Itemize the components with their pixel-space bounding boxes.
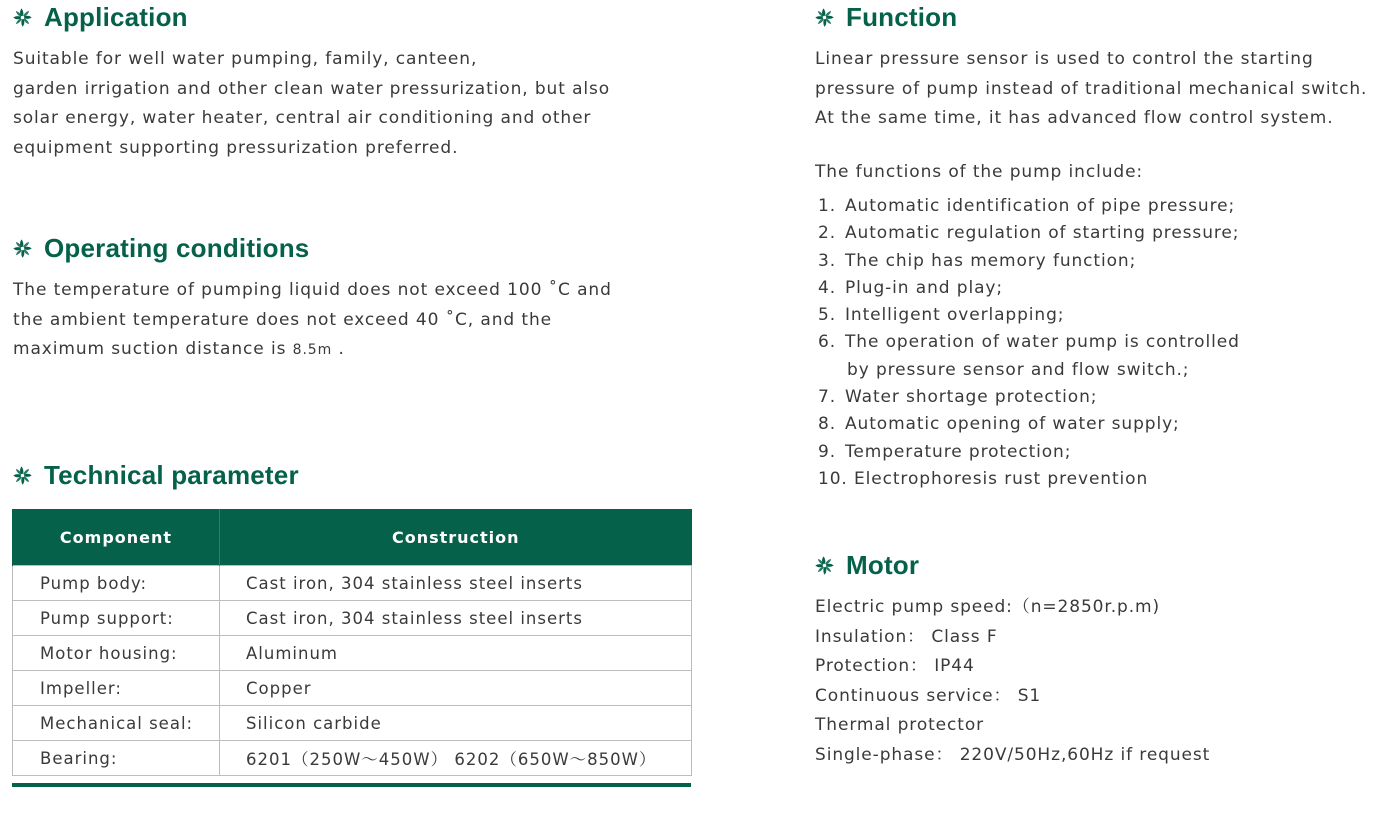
list-item-number: 2. bbox=[818, 223, 837, 244]
fan-leaf-icon bbox=[12, 7, 33, 28]
fan-leaf-icon bbox=[814, 7, 835, 28]
function-intro-line: pressure of pump instead of traditional mechanical switch. bbox=[815, 78, 1368, 99]
list-item bbox=[818, 220, 1240, 247]
cell-component: Bearing: bbox=[13, 741, 220, 776]
list-item-number: 7. bbox=[818, 387, 837, 408]
operating-line: The temperature of pumping liquid does not exceed 100 ˚C and bbox=[13, 280, 612, 300]
table-row bbox=[13, 566, 692, 601]
list-item-text: Automatic opening of water supply; bbox=[845, 414, 1180, 435]
cell-component: Mechanical seal: bbox=[13, 706, 220, 741]
operating-line3-end: . bbox=[332, 339, 345, 360]
list-item-text: Intelligent overlapping; bbox=[845, 305, 1065, 326]
function-intro bbox=[815, 45, 1367, 134]
list-item-number: 8. bbox=[818, 414, 837, 435]
list-item bbox=[818, 193, 1240, 220]
list-item bbox=[818, 329, 1240, 384]
motor-heading bbox=[814, 549, 919, 581]
list-item-number: 6. bbox=[818, 332, 837, 353]
list-item bbox=[818, 411, 1240, 438]
list-item bbox=[818, 302, 1240, 329]
operating-section bbox=[12, 232, 309, 264]
application-text bbox=[13, 45, 610, 163]
application-line: Suitable for well water pumping, family, canteen, bbox=[13, 49, 478, 69]
function-section bbox=[814, 1, 957, 33]
technical-parameter-table bbox=[12, 509, 692, 776]
list-item-number: 9. bbox=[818, 441, 837, 462]
application-line: garden irrigation and other clean water pressurization, but also bbox=[13, 78, 611, 99]
motor-spec-line: Electric pump speed:（n=2850r.p.m) bbox=[815, 597, 1161, 617]
cell-construction: 6201（250W～450W） 6202（650W～850W） bbox=[220, 741, 692, 776]
application-line: solar energy, water heater, central air conditioning and other bbox=[13, 108, 592, 129]
cell-construction: Aluminum bbox=[220, 636, 692, 671]
motor-title: Motor bbox=[846, 549, 920, 580]
list-item bbox=[818, 248, 1240, 275]
list-item-text: The operation of water pump is controlled bbox=[845, 332, 1240, 353]
function-title: Function bbox=[846, 1, 958, 32]
operating-line bbox=[13, 335, 612, 366]
list-item-number: 3. bbox=[818, 250, 837, 271]
operating-text bbox=[13, 276, 612, 366]
list-item bbox=[818, 384, 1240, 411]
fan-leaf-icon bbox=[814, 555, 835, 576]
cell-component: Impeller: bbox=[13, 671, 220, 706]
operating-title: Operating conditions bbox=[44, 232, 310, 263]
technical-title: Technical parameter bbox=[44, 459, 299, 490]
list-item-number: 4. bbox=[818, 277, 837, 298]
motor-specs bbox=[815, 593, 1210, 771]
header-construction: Construction bbox=[220, 509, 692, 566]
application-section bbox=[12, 1, 188, 33]
function-intro-line: Linear pressure sensor is used to control the starting bbox=[815, 49, 1314, 69]
cell-construction: Cast iron, 304 stainless steel inserts bbox=[220, 601, 692, 636]
cell-construction: Copper bbox=[220, 671, 692, 706]
cell-construction: Silicon carbide bbox=[220, 706, 692, 741]
list-item-text: Plug-in and play; bbox=[845, 277, 1003, 298]
suction-distance-value: 8.5m bbox=[292, 342, 333, 359]
application-line: equipment supporting pressurization preferred. bbox=[13, 137, 459, 158]
motor-spec-line: Insulation： Class F bbox=[815, 626, 998, 647]
application-heading bbox=[12, 1, 188, 33]
table-row bbox=[13, 671, 692, 706]
function-intro-line: At the same time, it has advanced flow control system. bbox=[815, 108, 1334, 129]
technical-section bbox=[12, 459, 299, 491]
list-item-text: Automatic regulation of starting pressure; bbox=[845, 223, 1240, 244]
list-item-number: 10. bbox=[818, 468, 848, 489]
cell-component: Motor housing: bbox=[13, 636, 220, 671]
list-item-text: Automatic identification of pipe pressure; bbox=[845, 196, 1236, 216]
list-item-text: Temperature protection; bbox=[845, 441, 1072, 462]
list-item-number: 5. bbox=[818, 305, 837, 326]
fan-leaf-icon bbox=[12, 238, 33, 259]
function-heading bbox=[814, 1, 957, 33]
function-list bbox=[818, 193, 1240, 493]
technical-heading bbox=[12, 459, 299, 491]
table-row bbox=[13, 601, 692, 636]
table-row bbox=[13, 741, 692, 776]
motor-section bbox=[814, 549, 919, 581]
header-component: Component bbox=[13, 509, 220, 566]
cell-component: Pump support: bbox=[13, 601, 220, 636]
function-list-intro: The functions of the pump include: bbox=[815, 162, 1144, 182]
motor-spec-line: Protection： IP44 bbox=[815, 656, 975, 677]
operating-heading bbox=[12, 232, 309, 264]
list-item bbox=[818, 275, 1240, 302]
motor-spec-line: Continuous service： S1 bbox=[815, 685, 1042, 706]
operating-line: the ambient temperature does not exceed 40 ˚C, and the bbox=[13, 309, 552, 330]
list-item-text: by pressure sensor and flow switch.; bbox=[847, 359, 1190, 380]
list-item-text: Water shortage protection; bbox=[845, 387, 1098, 408]
list-item-text: The chip has memory function; bbox=[845, 250, 1137, 271]
operating-line3-text: maximum suction distance is bbox=[13, 339, 293, 360]
list-item bbox=[818, 439, 1240, 466]
list-item-text: Electrophoresis rust prevention bbox=[854, 468, 1149, 489]
table-header-row bbox=[13, 509, 692, 566]
motor-spec-line: Single-phase： 220V/50Hz,60Hz if request bbox=[815, 744, 1211, 765]
table-row bbox=[13, 706, 692, 741]
list-item-number: 1. bbox=[818, 196, 837, 216]
motor-spec-line: Thermal protector bbox=[815, 715, 985, 736]
table-row bbox=[13, 636, 692, 671]
list-item bbox=[818, 466, 1240, 493]
table-bottom-rule bbox=[12, 783, 691, 787]
cell-construction: Cast iron, 304 stainless steel inserts bbox=[220, 566, 692, 601]
application-title: Application bbox=[44, 1, 188, 32]
cell-component: Pump body: bbox=[13, 566, 220, 601]
fan-leaf-icon bbox=[12, 465, 33, 486]
